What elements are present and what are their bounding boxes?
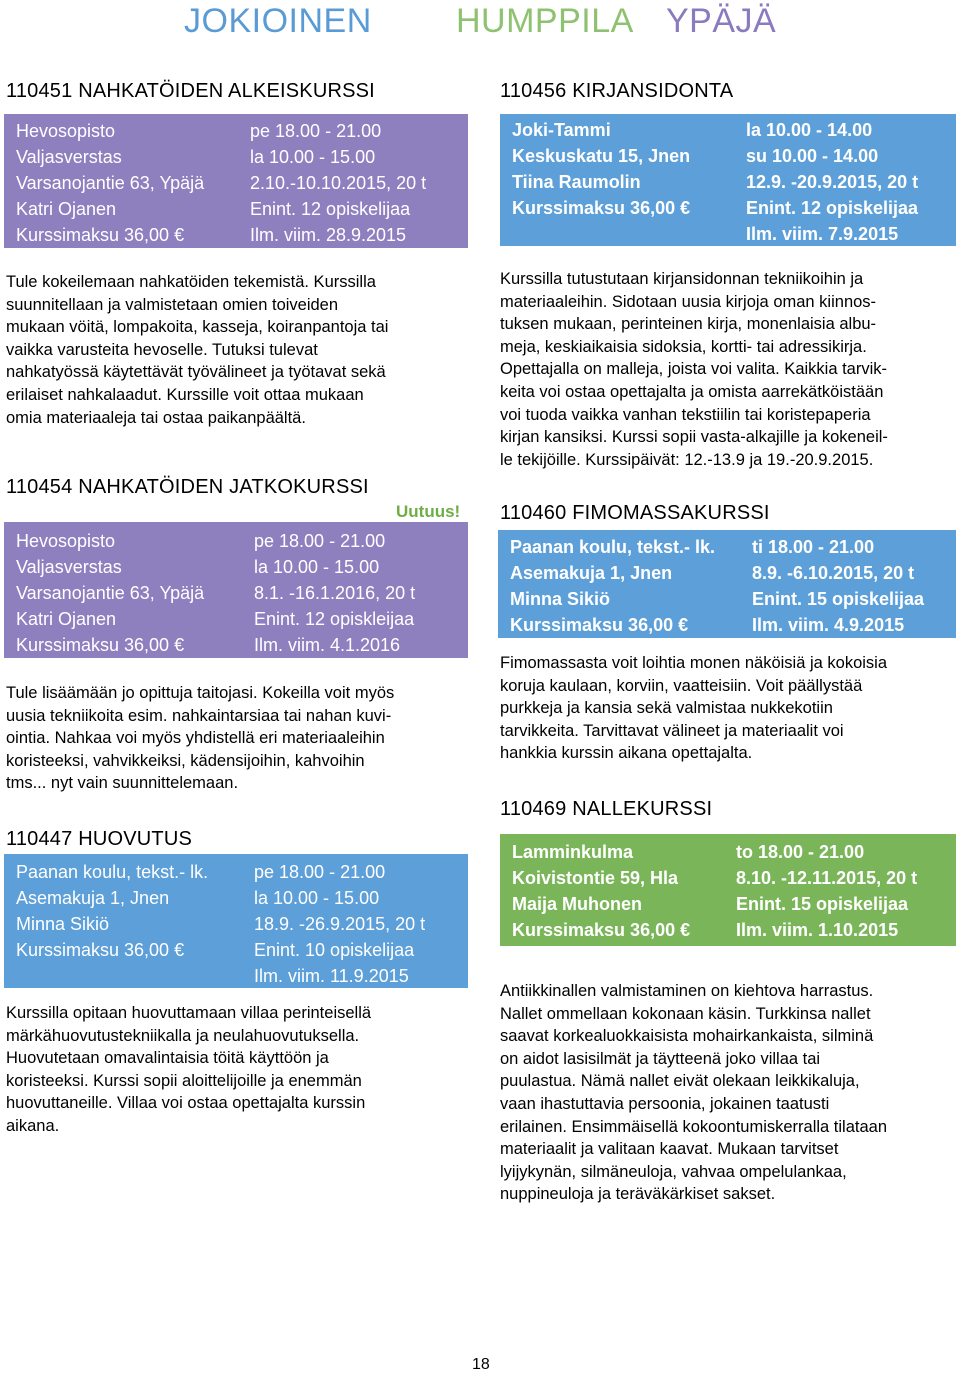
venue: Lamminkulma — [512, 842, 634, 862]
schedule-1: ti 18.00 - 21.00 — [752, 537, 875, 557]
venue: Paanan koulu, tekst.- lk. — [510, 537, 716, 557]
header-humppila: HUMPPILA — [456, 2, 634, 40]
teacher: Minna Sikiö — [510, 589, 611, 609]
header-ypaja: YPÄJÄ — [666, 2, 777, 40]
course-fee: Kurssimaksu 36,00 € — [16, 225, 185, 245]
registration-deadline: Ilm. viim. 7.9.2015 — [746, 224, 899, 244]
dates: 8.10. -12.11.2015, 20 t — [736, 868, 918, 888]
course-title-110451: 110451 NAHKATÖIDEN ALKEISKURSSI — [6, 80, 375, 102]
course-fee: Kurssimaksu 36,00 € — [512, 198, 691, 218]
max-students: Enint. 12 opiskelijaa — [250, 199, 411, 219]
registration-deadline: Ilm. viim. 11.9.2015 — [254, 966, 409, 986]
course-fee: Kurssimaksu 36,00 € — [510, 615, 689, 635]
course-fee: Kurssimaksu 36,00 € — [16, 635, 185, 655]
course-fee: Kurssimaksu 36,00 € — [512, 920, 691, 940]
schedule-1: pe 18.00 - 21.00 — [254, 531, 386, 551]
venue-detail: Valjasverstas — [16, 557, 122, 577]
course-info-box-110456 — [500, 114, 956, 246]
registration-deadline: Ilm. viim. 28.9.2015 — [250, 225, 407, 245]
course-description-110469: Antiikkinallen valmistaminen on kiehtova harrastus. Nallet ommellaan kokonaan käsin. Turkkinsa nallet saavat korkealuokkaisista mohairkankaista, silminä on aidot lasisilmät ja täytteenä joko villaa tai puulastua. Nämä nallet eivät olekaan leikkikaluja, vaan ihastuttavia persoonia, jokainen taatusti erilainen. Ensimmäisellä kokoontumiskerralla tilataan materiaalit ja valitaan kaavat. Mukaan tarvitset lyijykynän, silmäneuloja, vahvaa ompelulankaa, nuppineuloja ja teräväkärkiset sakset. — [500, 982, 888, 1204]
address: Varsanojantie 63, Ypäjä — [16, 583, 205, 603]
teacher: Katri Ojanen — [16, 199, 117, 219]
address: Koivistontie 59, Hla — [512, 868, 679, 888]
venue: Hevosopisto — [16, 121, 116, 141]
course-title-110447: 110447 HUOVUTUS — [6, 828, 193, 850]
max-students: Enint. 15 opiskelijaa — [736, 894, 909, 914]
dates: 12.9. -20.9.2015, 20 t — [746, 172, 919, 192]
course-info-box-110451 — [4, 114, 468, 248]
max-students: Enint. 12 opiskleijaa — [254, 609, 415, 629]
dates: 8.1. -16.1.2016, 20 t — [254, 583, 416, 603]
right-column — [498, 0, 956, 1377]
address: Asemakuja 1, Jnen — [510, 563, 673, 583]
course-info-box-110469 — [500, 834, 956, 946]
venue: Joki-Tammi — [512, 120, 611, 140]
address: Asemakuja 1, Jnen — [16, 888, 170, 908]
course-title-110454: 110454 NAHKATÖIDEN JATKOKURSSI — [6, 476, 369, 498]
course-info-box-110454 — [4, 522, 468, 658]
teacher: Katri Ojanen — [16, 609, 117, 629]
header-jokioinen: JOKIOINEN — [184, 2, 372, 40]
course-description-110447: Kurssilla opitaan huovuttamaan villaa perinteisellä märkähuovutustekniikalla ja neulahuovutuksella. Huovutetaan omavalintaisia töitä käyttöön ja koristeeksi. Kurssi sopii aloittelijoille ja enemmän huovuttaneille. Villaa voi ostaa opettajalta kurssin aikana. — [6, 1004, 372, 1135]
new-badge: Uutuus! — [396, 502, 461, 521]
address: Varsanojantie 63, Ypäjä — [16, 173, 205, 193]
left-column — [4, 0, 468, 1377]
schedule-1: la 10.00 - 14.00 — [746, 120, 873, 140]
registration-deadline: Ilm. viim. 1.10.2015 — [736, 920, 899, 940]
teacher: Tiina Raumolin — [512, 172, 641, 192]
course-info-box-110460 — [498, 530, 956, 638]
max-students: Enint. 12 opiskelijaa — [746, 198, 919, 218]
course-description-110451: Tule kokeilemaan nahkatöiden tekemistä. Kurssilla suunnitellaan ja valmistetaan omien toiveiden mukaan vöitä, lompakoita, kasseja, koiranpantoja tai vaikka varusteita hevoselle. Tutuksi tulevat nahkatyössä käytettävät työvälineet ja työtavat sekä erilaiset nahkalaadut. Kurssille voit ottaa mukaan omia materiaaleja tai ostaa paikanpäältä. — [6, 273, 389, 427]
course-title-110456: 110456 KIRJANSIDONTA — [500, 80, 734, 102]
schedule-2: su 10.00 - 14.00 — [746, 146, 879, 166]
max-students: Enint. 15 opiskelijaa — [752, 589, 925, 609]
course-title-110460: 110460 FIMOMASSAKURSSI — [500, 502, 770, 524]
page-number: 18 — [472, 1356, 490, 1373]
course-title-110469: 110469 NALLEKURSSI — [500, 798, 713, 820]
max-students: Enint. 10 opiskelijaa — [254, 940, 415, 960]
course-description-110454: Tule lisäämään jo opittuja taitojasi. Kokeilla voit myös uusia tekniikoita esim. nahkaintarsiaa tai nahan kuvi- ointia. Nahkaa voi myös yhdistellä eri materiaaleihin koristeeksi, vahvikkeiksi, kädensijoihin, kahvoihin tms... nyt vain suunnittelemaan. — [6, 684, 395, 793]
course-description-110456: Kurssilla tutustutaan kirjansidonnan tekniikoihin ja materiaaleihin. Sidotaan uusia kirjoja oman kiinnos- tuksen mukaan, perinteinen kirja, monenlaisia albu- meja, keskiaikaisia sidoksia, kortti- tai adressikirja. Opettajalla on malleja, joista voi valita. Kaikkia tarvik- keita voi ostaa opettajalta ja omista aarrekätköistään voi tuoda vaikka vanhan tekstiilin tai koristepaperia kirjan kansiksi. Kurssi sopii vasta-alkajille ja kokeneil- le tekijöille. Kurssipäivät: 12.-13.9 ja 19.-20.9.2015. — [500, 270, 888, 469]
dates: 8.9. -6.10.2015, 20 t — [752, 563, 915, 583]
teacher: Minna Sikiö — [16, 914, 110, 934]
dates: 2.10.-10.10.2015, 20 t — [250, 173, 427, 193]
venue-detail: Valjasverstas — [16, 147, 122, 167]
schedule-1: pe 18.00 - 21.00 — [250, 121, 382, 141]
teacher: Maija Muhonen — [512, 894, 642, 914]
registration-deadline: Ilm. viim. 4.9.2015 — [752, 615, 905, 635]
registration-deadline: Ilm. viim. 4.1.2016 — [254, 635, 401, 655]
venue: Hevosopisto — [16, 531, 116, 551]
dates: 18.9. -26.9.2015, 20 t — [254, 914, 426, 934]
course-fee: Kurssimaksu 36,00 € — [16, 940, 185, 960]
schedule-1: pe 18.00 - 21.00 — [254, 862, 386, 882]
schedule-2: la 10.00 - 15.00 — [250, 147, 376, 167]
schedule-1: to 18.00 - 21.00 — [736, 842, 865, 862]
schedule-2: la 10.00 - 15.00 — [254, 557, 380, 577]
schedule-2: la 10.00 - 15.00 — [254, 888, 380, 908]
address: Keskuskatu 15, Jnen — [512, 146, 691, 166]
course-description-110460: Fimomassasta voit loihtia monen näköisiä ja kokoisia koruja kaulaan, korviin, vaatteisiin. Voit päällystää purkkeja ja kansia sekä valmistaa nukkekotiin tarvikkeita. Tarvittavat välineet ja materiaalit voi hankkia kurssin aikana opettajalta. — [500, 654, 888, 763]
course-info-box-110447 — [4, 854, 468, 988]
venue: Paanan koulu, tekst.- lk. — [16, 862, 209, 882]
